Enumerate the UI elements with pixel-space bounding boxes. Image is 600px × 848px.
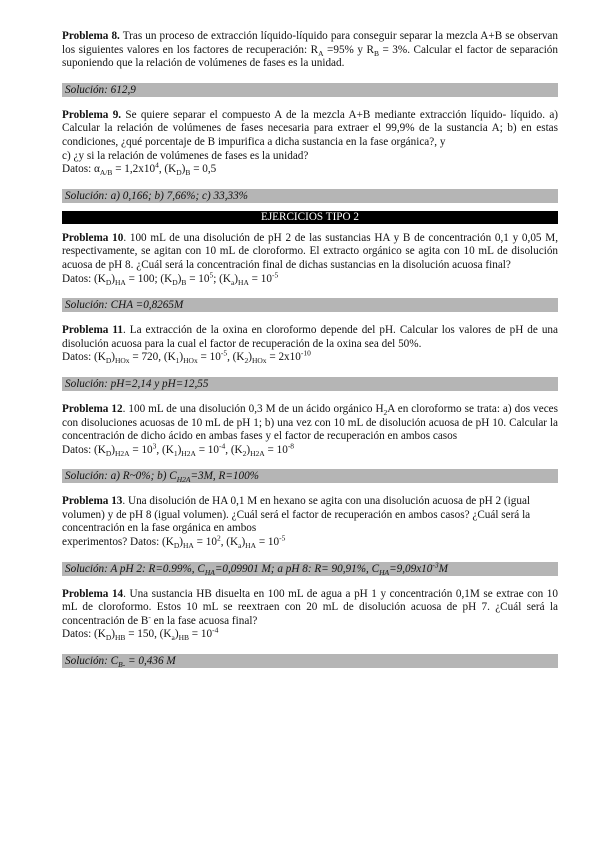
problem-10-data: Datos: $(K_D)_{HA} = 100$; $(K_D)_B = 10^5$; $(K_a)_{HA} = 10^{-5}$ <box>62 269 279 287</box>
problem-12-title: Problema 12 <box>62 402 123 415</box>
problem-13-statement: Problema 13. Una disolución de HA 0,1 M en hexano se agita con una disolución acuosa de pH 2 (igual volumen) y de pH 8 (igual volumen). ¿Cuál será el factor de recuperación en ambos casos? ¿Cuál será la concentración en la fase orgánica en ambos <box>62 495 531 535</box>
problem-12-data: Datos: $(K_D)_{H2A} = 10^3$, $(K_1)_{H2A} = 10^{-4}$, $(K_2)_{H2A} = 10^{-8}$ <box>62 440 295 458</box>
problem-9-part-c: c) ¿y si la relación de volúmenes de fases es la unidad? <box>62 149 309 162</box>
problem-14-statement: Problema 14. Una sustancia HB disuelta en 100 mL de agua a pH 1 y concentración 0,1M se extrae con 10 mL de cloroformo. Estos 10 mL se reextraen con 20 mL de disolución acuosa de pH 7. ¿Cuál será la concentración de B- en la fase acuosa final? <box>62 587 558 627</box>
problem-9-title: Problema 9. <box>62 108 122 121</box>
problem-14-title: Problema 14 <box>62 587 124 600</box>
document-page <box>62 30 558 668</box>
problem-11-title: Problema 11 <box>62 324 123 337</box>
problem-10-solution: Solución: CHA =0,8265M <box>62 298 558 312</box>
problem-8-statement: Problema 8. Tras un proceso de extracción líquido-líquido para conseguir separar la mezcla A+B se observan los siguientes valores en los factores de recuperación: $R_A =95\%$ y $R_B = 3\%$. Calcular el factor de separación suponiendo que la relación de volúmenes de fases es la unidad. <box>62 30 558 70</box>
problem-11-solution: Solución: pH=2,14 y pH=12,55 <box>62 377 558 391</box>
problem-9-data: Datos: $\alpha_{A/B} = 1,2x10^4$, $(K_D)_B = 0,5$ <box>62 160 217 178</box>
problem-11-data: Datos: $(K_D)_{HOx} = 720$, $(K_1)_{HOx} = 10^{-5}$, $(K_2)_{HOx} = 2x10^{-10}$ <box>62 348 311 366</box>
problem-12-solution: Solución: a) R~0%; b) $C_{H2A}=3M$, R=100% <box>62 469 558 483</box>
problem-10-statement: Problema 10. 100 mL de una disolución de pH 2 de las sustancias HA y B de concentración 0,1 y 0,05 M, respectivamente, se agitan con 10 mL de cloroformo. El extracto orgánico se agita con 10 mL de disolución acuosa de pH 8. ¿Cuál será la concentración final de dichas sustancias en la disolución acuosa final? <box>62 231 558 271</box>
problem-8-solution: Solución: 612,9 <box>62 83 558 97</box>
problem-13-data: experimentos? Datos: $(K_D)_{HA} = 10^2$, $(K_a)_{HA} = 10^{-5}$ <box>62 533 286 551</box>
problem-14-data: Datos: $(K_D)_{HB} = 150$, $(K_a)_{HB} = 10^{-4}$ <box>62 625 219 643</box>
problem-11-statement: Problema 11. La extracción de la oxina en cloroformo depende del pH. Calcular los valores de pH de una disolución acuosa para la cual el factor de recuperación de la oxina sea del 50%. <box>62 324 558 350</box>
problem-13-title: Problema 13 <box>62 495 123 508</box>
problem-9-statement: Problema 9. Se quiere separar el compuesto A de la mezcla A+B mediante extracción líquido- líquido. a) Calcular la relación de volúmenes de fases necesaria para extraer el 99,9% de la sustancia A; b) en estas condiciones, ¿qué porcentaje de B impurifica a dicha sustancia en la fase orgánica?, y <box>62 108 559 148</box>
problem-14-solution: Solución: $C_{B-} = 0,436$ M <box>62 654 558 668</box>
section-header: EJERCICIOS TIPO 2 <box>62 211 558 224</box>
problem-12-statement: Problema 12. 100 mL de una disolución 0,3 M de un ácido orgánico $H_2A$ en cloroformo se trata: a) dos veces con disoluciones acuosas de 10 mL de pH 1; b) una vez con 10 mL de disolución acuosa de pH 10. Calcular la concentración de dicho ácido en ambas fases y el factor de recuperación en ambos casos <box>62 402 558 443</box>
problem-8-title: Problema 8. <box>62 30 120 42</box>
problem-10-title: Problema 10 <box>62 231 124 244</box>
problem-13-solution: Solución: A pH 2: R=0.99%, $C_{HA}=0,09901$ M; a pH 8: R= 90,91%, $C_{HA}=9,09x10^{-3}M$ <box>62 562 558 576</box>
problem-9-solution: Solución: a) 0,166; b) 7,66%; c) 33,33% <box>62 189 558 203</box>
